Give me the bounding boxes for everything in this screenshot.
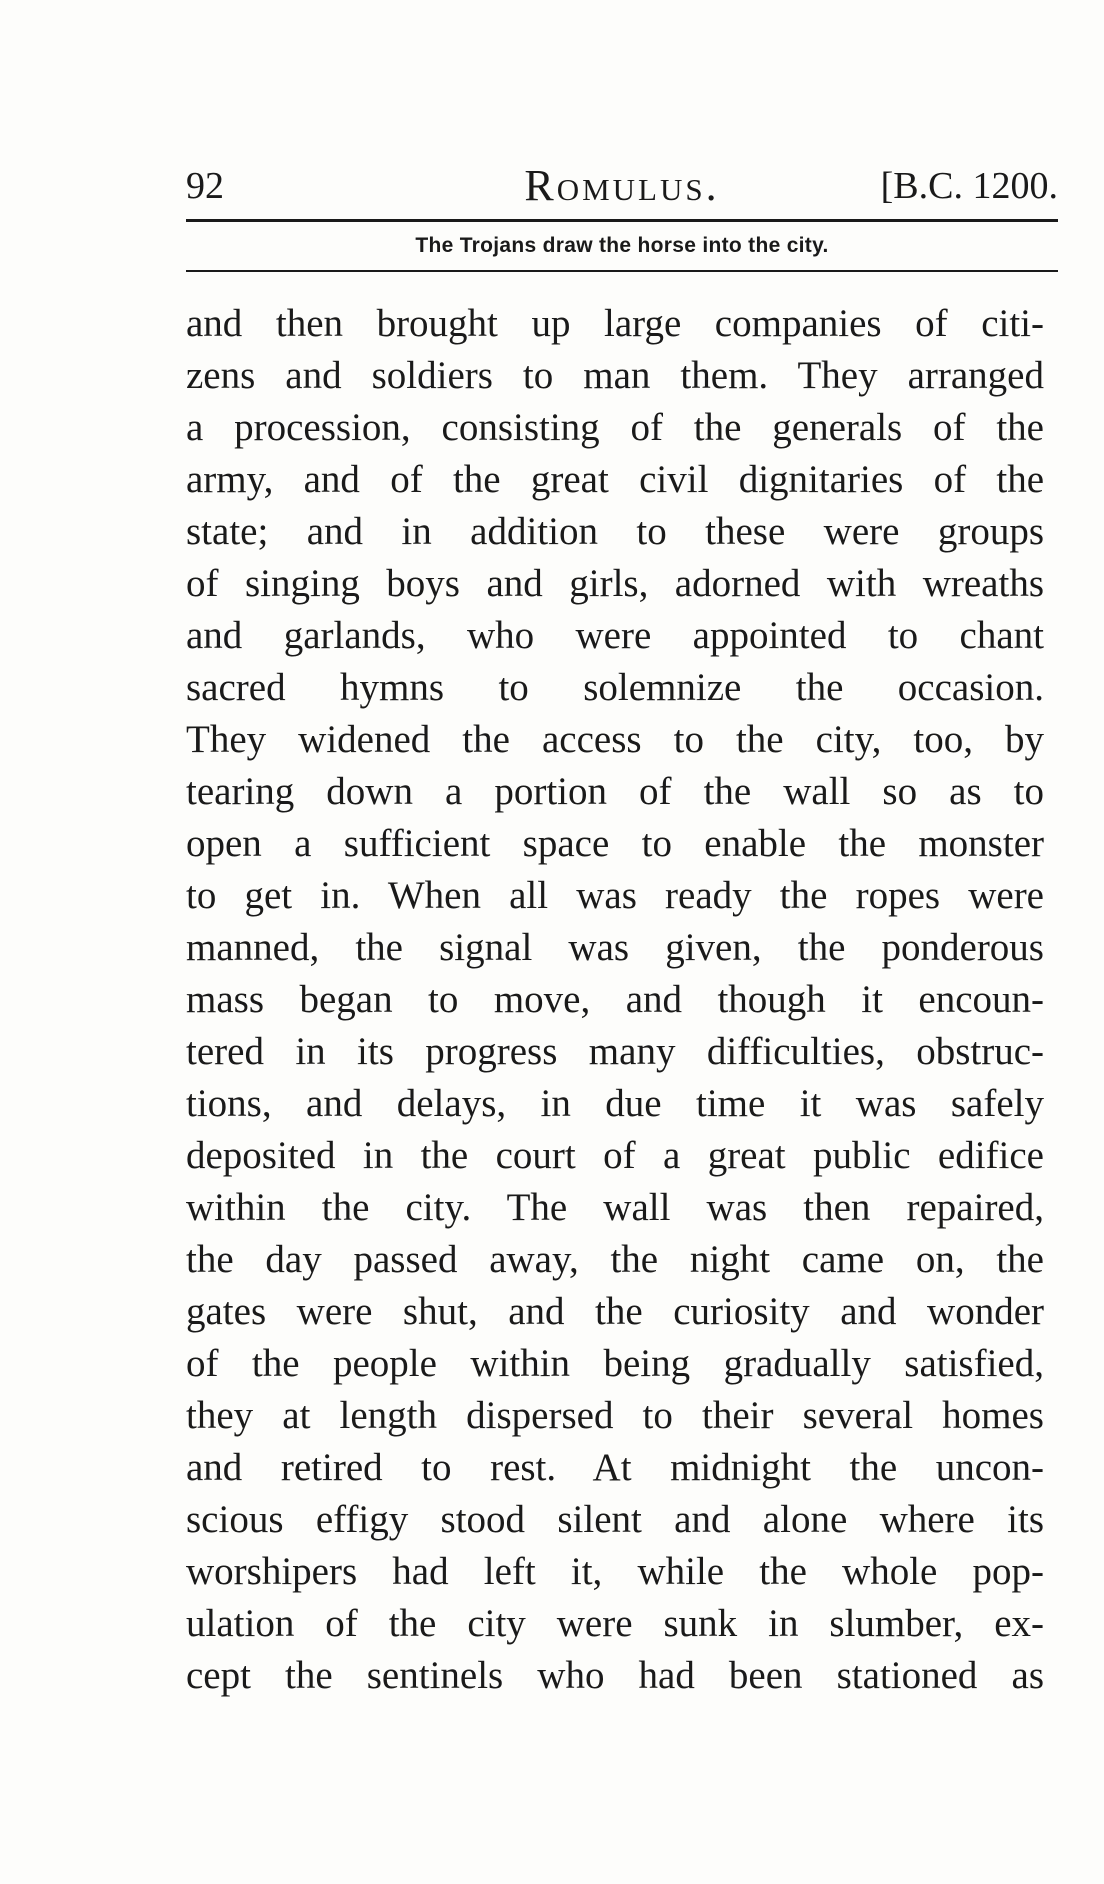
header-rule-top — [186, 219, 1058, 222]
text-line: zens and soldiers to man them. They arranged — [186, 354, 1044, 397]
text-line: to get in. When all was ready the ropes were — [186, 874, 1044, 917]
text-line: open a sufficient space to enable the monster — [186, 822, 1044, 865]
text-line: they at length dispersed to their several homes — [186, 1394, 1044, 1437]
text-line: the day passed away, the night came on, the — [186, 1238, 1044, 1281]
text-line: tered in its progress many difficulties, obstruc- — [186, 1030, 1044, 1073]
text-line: of the people within being gradually satisfied, — [186, 1342, 1044, 1385]
text-line: deposited in the court of a great public edifice — [186, 1134, 1044, 1177]
text-line: mass began to move, and though it encoun- — [186, 978, 1044, 1021]
text-line: a procession, consisting of the generals of the — [186, 406, 1044, 449]
header-rule-bottom — [186, 270, 1058, 272]
text-line: of singing boys and girls, adorned with wreaths — [186, 562, 1044, 605]
text-line: cept the sentinels who had been stationed as — [186, 1654, 1044, 1697]
body-text — [186, 298, 1044, 1702]
text-line: and retired to rest. At midnight the uncon- — [186, 1446, 1044, 1489]
text-line: within the city. The wall was then repaired, — [186, 1186, 1044, 1229]
page-subheading: The Trojans draw the horse into the city. — [415, 234, 829, 257]
text-line: tions, and delays, in due time it was safely — [186, 1082, 1044, 1125]
text-line: worshipers had left it, while the whole pop- — [186, 1550, 1044, 1593]
text-line: tearing down a portion of the wall so as to — [186, 770, 1044, 813]
text-line: They widened the access to the city, too, by — [186, 718, 1044, 761]
text-line: and garlands, who were appointed to chant — [186, 614, 1044, 657]
text-line: sacred hymns to solemnize the occasion. — [186, 666, 1044, 709]
date-range: [B.C. 1200. — [880, 165, 1058, 207]
page-number: 92 — [186, 165, 224, 207]
text-line: ulation of the city were sunk in slumber, ex- — [186, 1602, 1044, 1645]
text-line: scious effigy stood silent and alone where its — [186, 1498, 1044, 1541]
running-head — [186, 158, 1058, 214]
book-title: Romulus. — [524, 161, 720, 210]
text-line: manned, the signal was given, the ponderous — [186, 926, 1044, 969]
text-line: and then brought up large companies of citi- — [186, 302, 1044, 345]
text-line: state; and in addition to these were groups — [186, 510, 1044, 553]
text-line: gates were shut, and the curiosity and wonder — [186, 1290, 1044, 1333]
text-line: army, and of the great civil dignitaries of the — [186, 458, 1044, 501]
